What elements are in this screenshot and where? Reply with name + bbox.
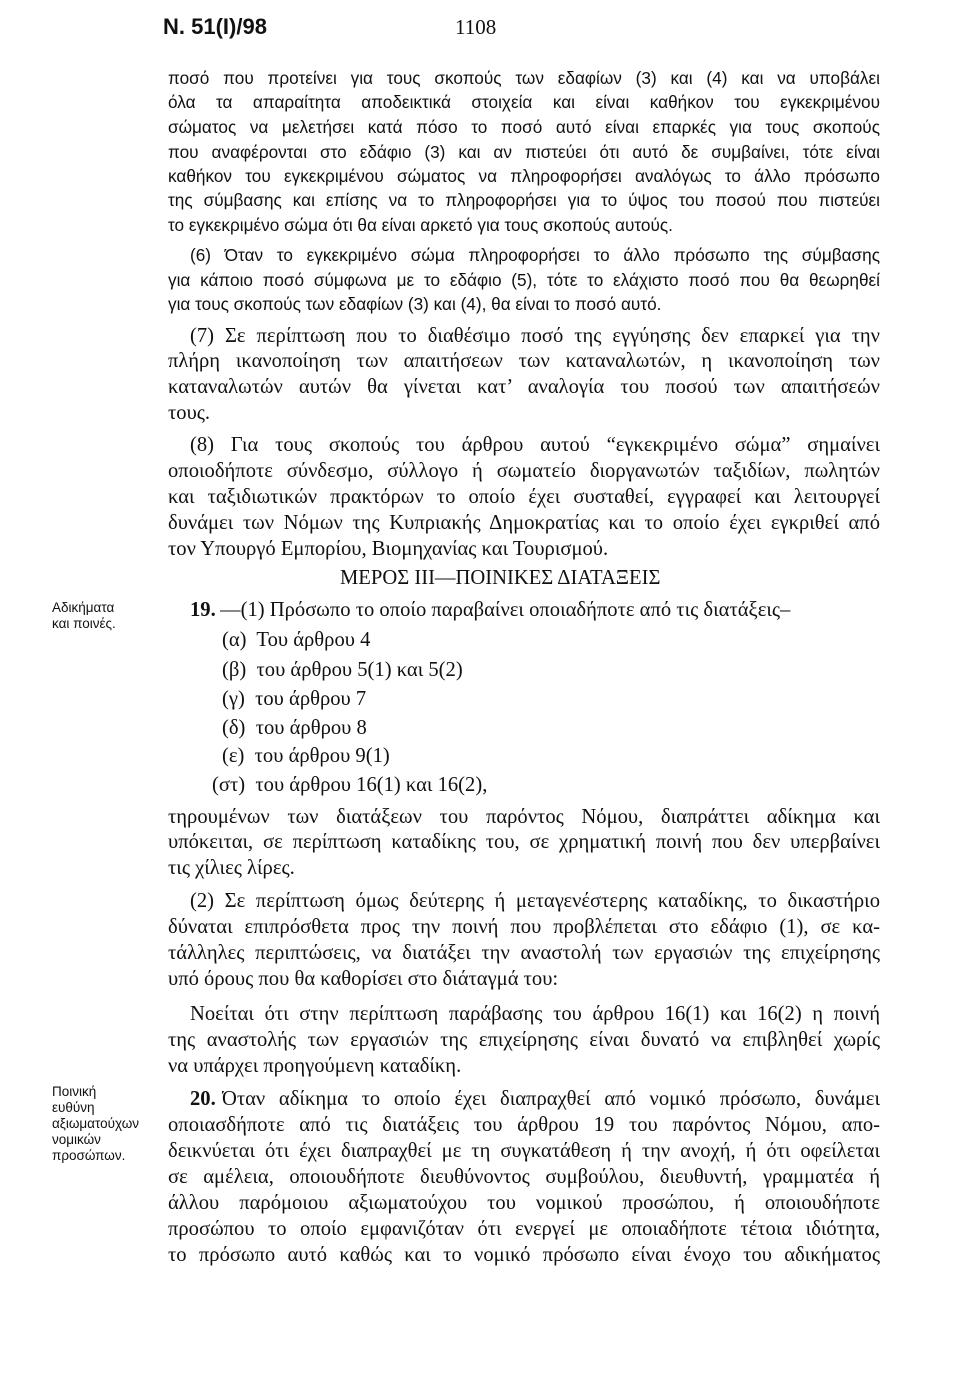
- text-line: πλήρη ικανοποίηση των απαιτήσεων των καταναλωτών, η ικανοποίηση των: [168, 350, 880, 372]
- text-line: δύναται επιπρόσθετα προς την ποινή που προβλέπεται στο εδάφιο (1), σε κα-: [168, 916, 880, 938]
- text-line: (8) Για τους σκοπούς του άρθρου αυτού “εγκεκριμένο σώμα” σημαίνει: [190, 434, 880, 456]
- part-heading: ΜΕΡΟΣ ΙΙΙ—ΠΟΙΝΙΚΕΣ ΔΙΑΤΑΞΕΙΣ: [340, 567, 661, 589]
- text-line: οποιασδήποτε από τις διατάξεις του άρθρου 19 του παρόντος Νόμου, απο-: [168, 1114, 880, 1136]
- margin-note-line: και ποινές.: [52, 616, 116, 631]
- text-line: προσώπου το οποίο εμφανιζόταν ότι ενεργεί με οποιαδήποτε τέτοια ιδιότητα,: [168, 1218, 880, 1240]
- margin-note-line: Αδικήματα: [52, 600, 115, 615]
- margin-note-line: νομικών: [52, 1132, 101, 1147]
- text-line: της σύμβασης και επίσης να το πληροφορήσει για το ύψος του ποσού που πιστεύει: [168, 190, 880, 210]
- text-line: (7) Σε περίπτωση που το διαθέσιμο ποσό της εγγύησης δεν επαρκεί για την: [190, 325, 880, 347]
- text-line: να υπάρχει προηγούμενη καταδίκη.: [168, 1055, 462, 1077]
- text-line: υπόκειται, σε περίπτωση καταδίκης του, σε χρηματική ποινή που δεν υπερβαίνει: [168, 831, 880, 853]
- text-line: (2) Σε περίπτωση όμως δεύτερης ή μεταγενέστερης καταδίκης, το δικαστήριο: [190, 890, 880, 912]
- section-number-20: 20.: [190, 1088, 216, 1110]
- page-header: [163, 14, 523, 48]
- text-line: άλλου παρόμοιου αξιωματούχου του νομικού προσώπου, ή οποιουδήποτε: [168, 1192, 880, 1214]
- section-number-19: 19.: [190, 599, 216, 621]
- text-line: οποιοδήποτε σύνδεσμο, σύλλογο ή σωματείο διοργανωτών ταξιδίων, πωλητών: [168, 460, 880, 482]
- text-line: τάλληλες περιπτώσεις, να διατάξει την αναστολή των εργασιών της επιχείρησης: [168, 942, 880, 964]
- text-line: δεικνύεται ότι έχει διαπραχθεί με τη συγκατάθεση ή την ανοχή, ή ότι οφείλεται: [168, 1140, 880, 1162]
- text-line: —(1) Πρόσωπο το οποίο παραβαίνει οποιαδήποτε από τις διατάξεις–: [220, 599, 791, 621]
- margin-note-line: ευθύνη: [52, 1100, 95, 1115]
- text-line: όλα τα απαραίτητα αποδεικτικά στοιχεία και είναι καθήκον του εγκεκριμένου: [168, 92, 880, 112]
- page-number: 1108: [455, 15, 497, 39]
- text-line: καταναλωτών αυτών θα γίνεται κατ’ αναλογία του ποσού των απαιτήσεών: [168, 376, 880, 398]
- text-line: ποσό που προτείνει για τους σκοπούς των εδαφίων (3) και (4) και να υποβάλει: [168, 68, 880, 88]
- list-item: (ε) του άρθρου 9(1): [222, 745, 390, 767]
- margin-note-line: προσώπων.: [52, 1148, 126, 1163]
- text-line: τις χίλιες λίρες.: [168, 857, 295, 879]
- text-line: Νοείται ότι στην περίπτωση παράβασης του άρθρου 16(1) και 16(2) η ποινή: [190, 1003, 880, 1025]
- margin-note-line: αξιωματούχων: [52, 1116, 140, 1131]
- text-line: για κάποιο ποσό σύμφωνα με το εδάφιο (5), τότε το ελάχιστο ποσό που θα θεωρηθεί: [168, 270, 880, 290]
- margin-note-offences: [52, 600, 156, 632]
- text-line: καθήκον του εγκεκριμένου σώματος να πληροφορήσει αναλόγως το άλλο πρόσωπο: [168, 166, 880, 186]
- text-line: δυνάμει των Νόμων της Κυπριακής Δημοκρατίας και το οποίο έχει εγκριθεί από: [168, 512, 880, 534]
- text-line: σώματος να μελετήσει κατά πόσο το ποσό αυτό είναι επαρκές για τους σκοπούς: [168, 117, 880, 137]
- text-line: σε αμέλεια, οποιουδήποτε διευθύνοντος συμβούλου, διευθυντή, γραμματέα ή: [168, 1166, 880, 1188]
- margin-note-line: Ποινική: [52, 1084, 97, 1099]
- text-line: το εγκεκριμένο σώμα ότι θα είναι αρκετό για τους σκοπούς αυτούς.: [168, 215, 673, 235]
- text-line: για τους σκοπούς των εδαφίων (3) και (4), θα είναι το ποσό αυτό.: [168, 294, 662, 314]
- text-line: το πρόσωπο αυτό καθώς και το νομικό πρόσωπο είναι ένοχο του αδικήματος: [168, 1244, 880, 1266]
- text-line: της αναστολής των εργασιών της επιχείρησης είναι δυνατό να επιβληθεί χωρίς: [168, 1029, 880, 1051]
- text-line: τους.: [168, 402, 211, 424]
- text-line: που αναφέρονται στο εδάφιο (3) και αν πιστεύει ότι αυτό δε συμβαίνει, τότε είναι: [168, 142, 880, 162]
- text-line: και ταξιδιωτικών πρακτόρων το οποίο έχει συσταθεί, εγγραφεί και λειτουργεί: [168, 486, 880, 508]
- list-item: (α) Του άρθρου 4: [222, 629, 371, 651]
- text-line: τον Υπουργό Εμπορίου, Βιομηχανίας και Τουρισμού.: [168, 538, 609, 560]
- text-line: τηρουμένων των διατάξεων του παρόντος Νόμου, διαπράττει αδίκημα και: [168, 806, 880, 828]
- list-item: (στ) του άρθρου 16(1) και 16(2),: [212, 774, 488, 796]
- list-item: (δ) του άρθρου 8: [222, 717, 367, 739]
- list-item: (γ) του άρθρου 7: [222, 688, 367, 710]
- margin-note-liability: [52, 1084, 156, 1164]
- law-number: Ν. 51(Ι)/98: [163, 14, 267, 39]
- text-line: υπό όρους που θα καθορίσει στο διάταγμά του:: [168, 968, 559, 990]
- text-line: Όταν αδίκημα το οποίο έχει διαπραχθεί από νομικό πρόσωπο, δυνάμει: [222, 1088, 880, 1110]
- text-line: (6) Όταν το εγκεκριμένο σώμα πληροφορήσει το άλλο πρόσωπο της σύμβασης: [190, 245, 880, 265]
- list-item: (β) του άρθρου 5(1) και 5(2): [222, 659, 463, 681]
